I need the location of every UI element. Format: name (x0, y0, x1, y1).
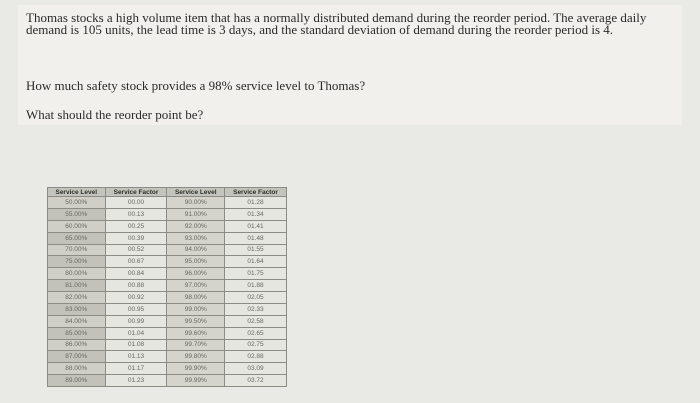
table-cell: 91.00% (167, 208, 225, 220)
table-cell: 00.00 (105, 197, 167, 209)
question-safety-stock: How much safety stock provides a 98% service level to Thomas? (26, 78, 366, 93)
table-cell: 70.00% (48, 244, 106, 256)
table-cell: 00.95 (105, 303, 167, 315)
table-cell: 92.00% (167, 220, 225, 232)
table-cell: 84.00% (48, 315, 106, 327)
table-cell: 93.00% (167, 232, 225, 244)
table-cell: 94.00% (167, 244, 225, 256)
table-cell: 02.58 (225, 315, 287, 327)
service-level-table-container (47, 187, 287, 387)
table-cell: 85.00% (48, 327, 106, 339)
header-service-factor-1: Service Factor (105, 188, 167, 197)
table-row (48, 375, 287, 387)
table-cell: 83.00% (48, 303, 106, 315)
table-cell: 88.00% (48, 363, 106, 375)
table-cell: 00.52 (105, 244, 167, 256)
table-cell: 02.88 (225, 351, 287, 363)
table-cell: 03.72 (225, 375, 287, 387)
header-service-factor-2: Service Factor (225, 188, 287, 197)
table-cell: 50.00% (48, 197, 106, 209)
table-cell: 99.60% (167, 327, 225, 339)
table-cell: 01.48 (225, 232, 287, 244)
table-row (48, 315, 287, 327)
table-cell: 00.67 (105, 256, 167, 268)
table-cell: 01.88 (225, 280, 287, 292)
table-cell: 01.04 (105, 327, 167, 339)
table-cell: 02.75 (225, 339, 287, 351)
table-row (48, 303, 287, 315)
table-cell: 80.00% (48, 268, 106, 280)
table-cell: 00.99 (105, 315, 167, 327)
table-cell: 01.34 (225, 208, 287, 220)
table-cell: 55.00% (48, 208, 106, 220)
table-cell: 01.55 (225, 244, 287, 256)
service-level-table (47, 187, 287, 387)
table-cell: 65.00% (48, 232, 106, 244)
table-cell: 87.00% (48, 351, 106, 363)
table-cell: 02.05 (225, 292, 287, 304)
table-row (48, 220, 287, 232)
table-row (48, 327, 287, 339)
table-cell: 01.41 (225, 220, 287, 232)
question-reorder-point: What should the reorder point be? (26, 107, 204, 122)
table-body (48, 197, 287, 387)
table-cell: 00.88 (105, 280, 167, 292)
table-cell: 90.00% (167, 197, 225, 209)
header-service-level-2: Service Level (167, 188, 225, 197)
table-cell: 01.13 (105, 351, 167, 363)
table-row (48, 292, 287, 304)
table-cell: 02.65 (225, 327, 287, 339)
table-cell: 00.92 (105, 292, 167, 304)
table-row (48, 197, 287, 209)
table-cell: 81.00% (48, 280, 106, 292)
table-cell: 01.64 (225, 256, 287, 268)
table-row (48, 280, 287, 292)
table-cell: 89.00% (48, 375, 106, 387)
table-cell: 97.00% (167, 280, 225, 292)
table-cell: 99.70% (167, 339, 225, 351)
table-header-row (48, 188, 287, 197)
table-row (48, 363, 287, 375)
table-row (48, 256, 287, 268)
table-row (48, 351, 287, 363)
table-cell: 01.23 (105, 375, 167, 387)
table-cell: 02.33 (225, 303, 287, 315)
table-cell: 00.13 (105, 208, 167, 220)
table-cell: 99.99% (167, 375, 225, 387)
table-cell: 99.80% (167, 351, 225, 363)
table-cell: 99.50% (167, 315, 225, 327)
table-cell: 01.08 (105, 339, 167, 351)
header-service-level-1: Service Level (48, 188, 106, 197)
table-cell: 00.84 (105, 268, 167, 280)
table-cell: 00.25 (105, 220, 167, 232)
table-cell: 86.00% (48, 339, 106, 351)
table-cell: 60.00% (48, 220, 106, 232)
table-cell: 99.00% (167, 303, 225, 315)
table-cell: 95.00% (167, 256, 225, 268)
table-cell: 01.75 (225, 268, 287, 280)
table-cell: 00.39 (105, 232, 167, 244)
table-row (48, 244, 287, 256)
table-cell: 75.00% (48, 256, 106, 268)
table-cell: 01.17 (105, 363, 167, 375)
table-row (48, 339, 287, 351)
table-row (48, 268, 287, 280)
table-cell: 82.00% (48, 292, 106, 304)
table-cell: 98.00% (167, 292, 225, 304)
table-row (48, 208, 287, 220)
table-cell: 99.90% (167, 363, 225, 375)
table-cell: 03.09 (225, 363, 287, 375)
problem-statement: Thomas stocks a high volume item that has a normally distributed demand during the reorder period. The average daily demand is 105 units, the lead time is 3 days, and the standard deviation of demand during the reorder period is 4. (26, 10, 647, 37)
table-cell: 01.28 (225, 197, 287, 209)
table-row (48, 232, 287, 244)
table-cell: 96.00% (167, 268, 225, 280)
